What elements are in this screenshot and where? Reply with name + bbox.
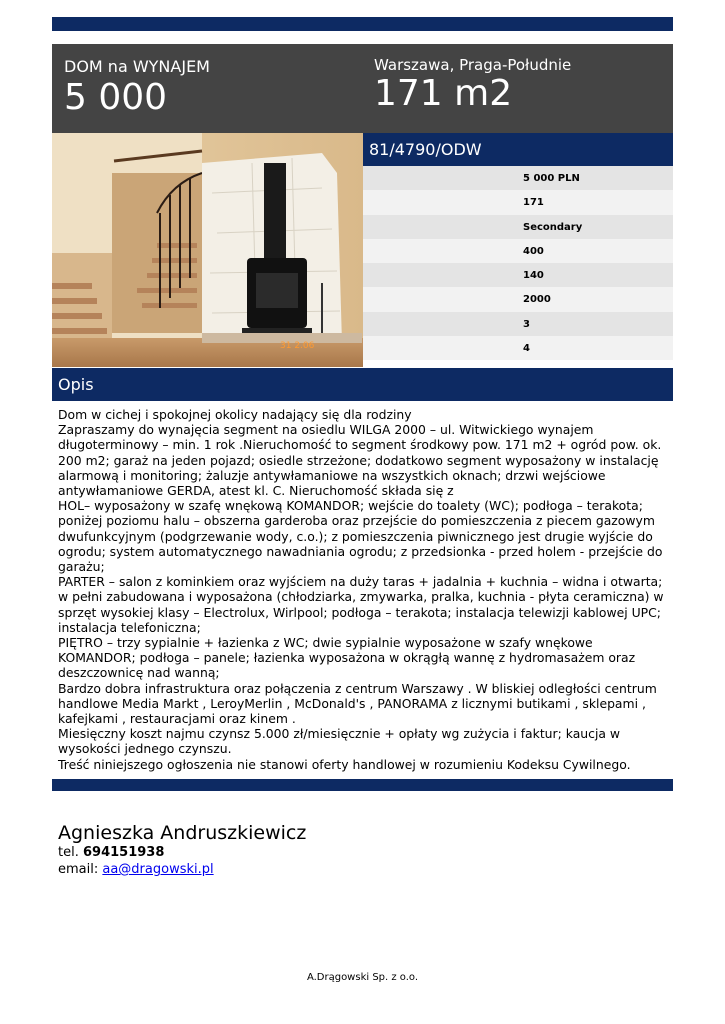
spec-value: 171 <box>523 197 544 209</box>
spec-value: 140 <box>523 270 544 282</box>
description-heading-bar <box>52 368 673 401</box>
spec-table <box>363 166 673 360</box>
photo-date-stamp: 31 2.06 <box>280 341 315 351</box>
listing-header <box>52 44 673 133</box>
agent-name: Agnieszka Andruszkiewicz <box>58 822 307 844</box>
bottom-accent-bar <box>52 779 673 791</box>
spec-row <box>363 263 673 287</box>
spec-value: Secondary <box>523 221 583 233</box>
company-footer: A.Drągowski Sp. z o.o. <box>306 972 419 983</box>
listing-location: Warszawa, Praga-Południe <box>374 56 572 74</box>
spec-row <box>363 190 673 214</box>
description-heading: Opis <box>58 375 94 394</box>
spec-row <box>363 215 673 239</box>
listing-price: 5 000 <box>64 77 168 118</box>
description-paragraph: Treść niniejszego ogłoszenia nie stanowi oferty handlowej w rozumieniu Kodeksu Cywilnego. <box>58 756 631 772</box>
email-link[interactable]: aa@dragowski.pl <box>102 862 214 877</box>
spec-row <box>363 336 673 360</box>
reference-number: 81/4790/ODW <box>369 140 482 159</box>
phone-label: tel. <box>58 845 79 860</box>
spec-value: 2000 <box>523 294 551 306</box>
email-label: email: <box>58 862 99 877</box>
agent-phone <box>58 845 164 860</box>
description-paragraph: Dom w cichej i spokojnej okolicy nadający się dla rodziny <box>58 407 412 422</box>
spec-row <box>363 312 673 336</box>
reference-bar <box>363 133 673 166</box>
property-photo <box>52 133 363 367</box>
top-accent-bar <box>52 17 673 31</box>
interior-image <box>52 133 363 367</box>
spec-value: 400 <box>523 245 544 257</box>
spec-row <box>363 239 673 263</box>
phone-number: 694151938 <box>82 845 165 860</box>
listing-type: DOM na WYNAJEM <box>64 57 210 76</box>
description-paragraph: Miesięczny koszt najmu czynsz 5.000 zł/miesięcznie + opłaty wg zużycia i faktur; kaucja w wysokości jednego czynszu. <box>58 726 621 757</box>
description-paragraph: Zapraszamy do wynajęcia segment na osiedlu WILGA 2000 – ul. Witwickiego wynajem długoterminowy – min. 1 rok .Nieruchomość to segment środkowy pow. 171 m2 + ogród pow. ok. 200 m2; garaż na jeden pojazd; osiedle strzeżone; dodatkowo segment wyposażony w instalację alarmową i monitoring; żaluzje antywłamaniowe na wszystkich oknach; drzwi wejściowe antywłamaniowe GERDA, atest kl. C. Nieruchomość składa się z <box>58 422 662 499</box>
description-paragraph: Bardzo dobra infrastruktura oraz połączenia z centrum Warszawy . W bliskiej odległości centrum handlowe Media Markt , LeroyMerlin , McDonald's , PANORAMA z licznymi butikami , sklepami , kafejkami , restauracjami oraz kinem . <box>58 680 657 727</box>
spec-row <box>363 287 673 311</box>
spec-value: 4 <box>523 343 530 355</box>
description-paragraph: HOL– wyposażony w szafę wnękową KOMANDOR; wejście do toalety (WC); podłoga – terakota; poniżej poziomu halu – obszerna garderoba oraz przejście do pomieszczenia z piecem gazowym dwufunkcyjnym (podgrzewanie wody, c.o.); z pomieszczenia piwnicznego jest drugie wyjście do ogrodu; system automatycznego nawadniania ogrodu; z przedsionka - przed holem - przejście do garażu; <box>58 498 663 575</box>
description-body <box>58 407 670 772</box>
spec-value: 5 000 PLN <box>523 173 580 184</box>
spec-row <box>363 166 673 190</box>
listing-area: 171 m2 <box>374 73 513 114</box>
spec-value: 3 <box>523 318 530 330</box>
description-paragraph: PIĘTRO – trzy sypialnie + łazienka z WC; dwie sypialnie wyposażone w szafy wnękowe KOMANDOR; podłoga – panele; łazienka wyposażona w okrągłą wannę z hydromasażem oraz deszczownicę nad wanną; <box>58 635 636 681</box>
agent-email <box>58 862 214 877</box>
description-paragraph: PARTER – salon z kominkiem oraz wyjściem na duży taras + jadalnia + kuchnia – widna i otwarta; w pełni zabudowana i wyposażona (chłodziarka, zmywarka, pralka, kuchnia - płyta ceramiczna) w sprzęt wysokiej klasy – Electrolux, Wirlpool; podłoga – terakota; instalacja telewizji kablowej UPC; instalacja telefoniczna; <box>58 574 664 635</box>
